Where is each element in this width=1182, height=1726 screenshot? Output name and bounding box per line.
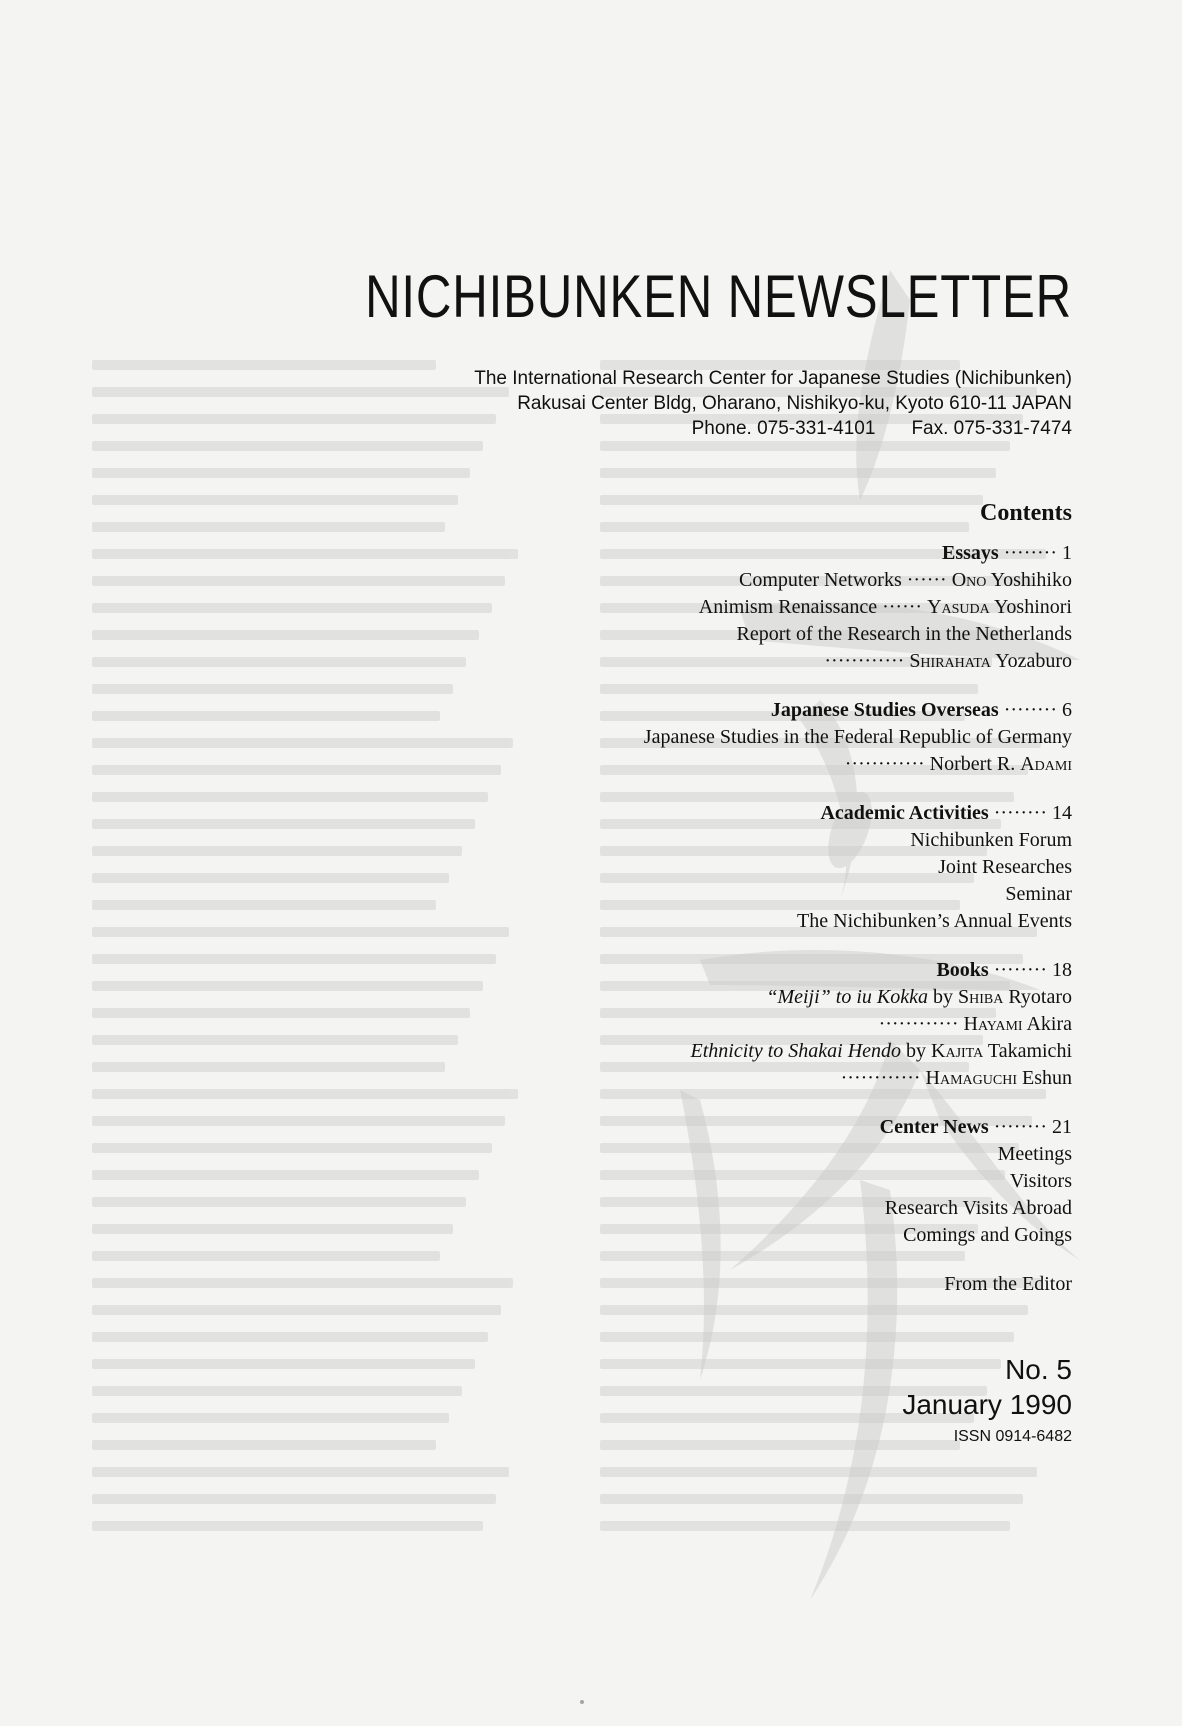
- page-number: 6: [1062, 699, 1072, 721]
- author-surname: Adami: [1020, 753, 1072, 775]
- show-through-line: [92, 1116, 505, 1126]
- show-through-line: [92, 1386, 462, 1396]
- leader-dots: ········: [988, 1116, 1052, 1138]
- author-given-name: Yoshinori: [989, 596, 1072, 618]
- toc-entry: [452, 1038, 1072, 1065]
- author-surname: Kajita: [931, 1040, 984, 1062]
- author-surname: Shirahata: [909, 650, 991, 672]
- show-through-line: [92, 1521, 483, 1531]
- address-block: [474, 366, 1072, 441]
- author-given-name: Ryotaro: [1003, 986, 1072, 1008]
- toc-entry-author: [452, 648, 1072, 675]
- author-surname: Shiba: [958, 986, 1004, 1008]
- show-through-line: [92, 1359, 475, 1369]
- show-through-line: [92, 657, 466, 667]
- toc-entry-author: [452, 751, 1072, 778]
- toc-heading: [452, 540, 1072, 567]
- show-through-line: [92, 1062, 445, 1072]
- leader-dots: ······: [901, 569, 952, 591]
- toc-entry: [452, 984, 1072, 1011]
- section-label: Japanese Studies Overseas: [770, 699, 999, 721]
- entry-title: Animism Renaissance: [698, 596, 878, 618]
- toc-heading: [452, 957, 1072, 984]
- leader-dots: ········: [988, 959, 1052, 981]
- show-through-line: [92, 1035, 458, 1045]
- issue-date: January 1990: [902, 1389, 1072, 1420]
- issue-info: [902, 1352, 1072, 1452]
- reviewer-given-name: Akira: [1022, 1013, 1072, 1035]
- toc-entry: Joint Researches: [938, 856, 1072, 878]
- masthead: [0, 262, 1072, 332]
- by-word: by: [901, 1040, 932, 1062]
- toc-entry: Meetings: [997, 1143, 1072, 1165]
- page-number: 1: [1062, 542, 1072, 564]
- contact-line: [474, 416, 1072, 441]
- show-through-line: [92, 360, 436, 370]
- show-through-line: [92, 981, 483, 991]
- book-title: Ethnicity to Shakai Hendo: [690, 1040, 902, 1062]
- show-through-line: [92, 711, 440, 721]
- newsletter-title: NICHIBUNKEN NEWSLETTER: [365, 263, 1072, 330]
- author-given-name: Yozaburo: [990, 650, 1072, 672]
- entry-title: Computer Networks: [738, 569, 902, 591]
- toc-section-academic: [452, 800, 1072, 935]
- section-label: Essays: [942, 542, 999, 564]
- page-number: 14: [1052, 802, 1072, 824]
- contents-heading: Contents: [979, 500, 1072, 526]
- leader-dots: ······: [877, 596, 928, 618]
- leader-dots: ········: [998, 542, 1062, 564]
- section-label: Academic Activities: [820, 802, 989, 824]
- author-surname: Ono: [951, 569, 987, 591]
- show-through-line: [92, 1008, 470, 1018]
- show-through-line: [92, 1224, 453, 1234]
- author-given-name: Yoshihiko: [986, 569, 1072, 591]
- fax-number: Fax. 075-331-7474: [911, 418, 1072, 439]
- toc-entry: Report of the Research in the Netherlands: [736, 623, 1072, 645]
- show-through-line: [92, 630, 479, 640]
- author-given-name: Norbert R.: [929, 753, 1021, 775]
- show-through-line: [92, 1305, 501, 1315]
- show-through-line: [92, 576, 505, 586]
- toc-section-overseas: [452, 697, 1072, 778]
- reviewer-given-name: Eshun: [1017, 1067, 1072, 1089]
- table-of-contents: [452, 500, 1072, 1320]
- reviewer-surname: Hamaguchi: [925, 1067, 1017, 1089]
- toc-section-center-news: [452, 1114, 1072, 1249]
- by-word: by: [928, 986, 959, 1008]
- toc-entry: Research Visits Abroad: [884, 1197, 1072, 1219]
- leader-dots: ············: [844, 753, 930, 775]
- issue-number: No. 5: [1005, 1354, 1072, 1385]
- toc-entry: Seminar: [1005, 883, 1072, 905]
- show-through-line: [92, 684, 453, 694]
- toc-heading: [452, 800, 1072, 827]
- show-through-line: [92, 873, 449, 883]
- reviewer-surname: Hayami: [963, 1013, 1023, 1035]
- show-through-line: [92, 522, 445, 532]
- section-label: Center News: [879, 1116, 989, 1138]
- show-through-line: [92, 1332, 488, 1342]
- toc-entry: [452, 594, 1072, 621]
- show-through-line: [92, 1170, 479, 1180]
- show-through-line: [92, 1251, 440, 1261]
- show-through-line: [92, 738, 513, 748]
- toc-heading: [452, 1114, 1072, 1141]
- show-through-line: [92, 765, 501, 775]
- show-through-line: [92, 1197, 466, 1207]
- toc-entry: Visitors: [1009, 1170, 1072, 1192]
- author-given-name: Takamichi: [983, 1040, 1072, 1062]
- show-through-line: [92, 954, 496, 964]
- toc-entry: Comings and Goings: [903, 1224, 1072, 1246]
- toc-entry: The Nichibunken’s Annual Events: [797, 910, 1072, 932]
- leader-dots: ············: [824, 650, 910, 672]
- toc-heading: [452, 697, 1072, 724]
- show-through-line: [92, 1278, 513, 1288]
- issn: ISSN 0914-6482: [953, 1428, 1072, 1445]
- author-surname: Yasuda: [927, 596, 990, 618]
- leader-dots: ············: [840, 1067, 926, 1089]
- show-through-line: [92, 1494, 496, 1504]
- toc-entry: Japanese Studies in the Federal Republic of Germany: [643, 726, 1072, 748]
- page-number: 21: [1052, 1116, 1072, 1138]
- book-title: “Meiji” to iu Kokka: [766, 986, 929, 1008]
- show-through-line: [92, 819, 475, 829]
- show-through-line: [92, 927, 509, 937]
- leader-dots: ········: [988, 802, 1052, 824]
- toc-section-books: [452, 957, 1072, 1092]
- show-through-line: [92, 468, 470, 478]
- show-through-line: [92, 1440, 436, 1450]
- show-through-line: [92, 441, 483, 451]
- show-through-line: [92, 495, 458, 505]
- show-through-line: [92, 846, 462, 856]
- leader-dots: ············: [878, 1013, 964, 1035]
- show-through-line: [92, 387, 509, 397]
- toc-section-editor: [452, 1271, 1072, 1298]
- toc-section-essays: [452, 540, 1072, 675]
- section-label: Books: [936, 959, 989, 981]
- show-through-line: [92, 1143, 492, 1153]
- show-through-line: [92, 900, 436, 910]
- phone-number: Phone. 075-331-4101: [691, 418, 876, 439]
- toc-entry-author: [452, 1065, 1072, 1092]
- show-through-line: [92, 792, 488, 802]
- page-number: 18: [1052, 959, 1072, 981]
- print-speck: [580, 1700, 584, 1704]
- show-through-line: [92, 1413, 449, 1423]
- show-through-line: [92, 1467, 509, 1477]
- street-address: Rakusai Center Bldg, Oharano, Nishikyo-ku, Kyoto 610-11 JAPAN: [517, 393, 1072, 414]
- organization-name: The International Research Center for Japanese Studies (Nichibunken): [474, 368, 1072, 389]
- show-through-line: [92, 603, 492, 613]
- show-through-line: [92, 414, 496, 424]
- toc-entry: [452, 567, 1072, 594]
- toc-entry: Nichibunken Forum: [910, 829, 1072, 851]
- toc-entry-author: [452, 1011, 1072, 1038]
- toc-entry: From the Editor: [944, 1273, 1072, 1295]
- leader-dots: ········: [998, 699, 1062, 721]
